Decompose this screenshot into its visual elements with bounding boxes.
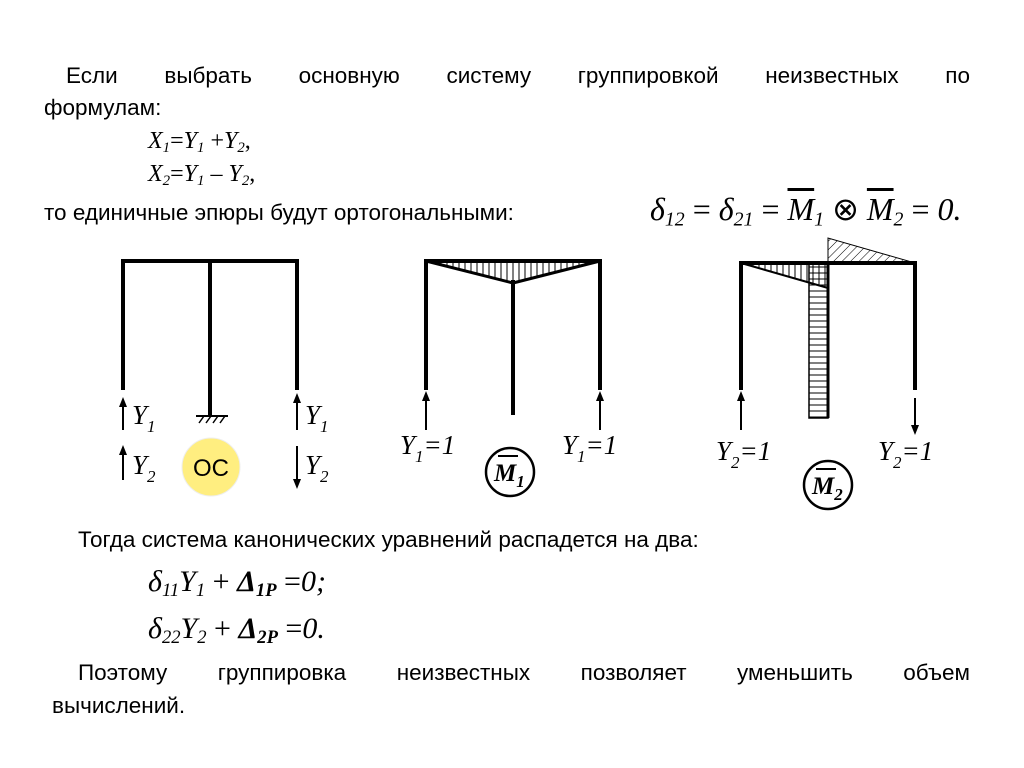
formula-x2: $X_2=Y_1 - Y_2$, [148, 161, 256, 190]
label-y1-right: $Y_1$ [305, 400, 329, 436]
fixed-support-icon [196, 416, 228, 423]
frame-m2 [716, 238, 933, 509]
then-text: Тогда система канонических уравнений распадется на два: [78, 527, 699, 552]
conclusion-line-2: вычислений. [52, 693, 186, 718]
badge-m1-label: $M_1$ [494, 460, 525, 491]
m2-epure-beam-right [828, 238, 915, 263]
label-y2-load-right: $Y_2=1$ [878, 436, 934, 472]
canonical-equation-1: $\delta_{11}Y_1 + \Delta_{1P} =0$; [148, 565, 326, 602]
frame-basic-system [123, 261, 329, 496]
badge-os-label: ОС [193, 455, 229, 482]
conclusion-line-1: Поэтому группировка неизвестных позволяет уменьшить объем [78, 660, 970, 685]
orthogonal-text: то единичные эпюры будут ортогональными: [44, 200, 514, 225]
label-y2-left: $Y_2$ [132, 450, 156, 486]
label-y1-load-right: $Y_1=1$ [562, 430, 618, 466]
intro-line-1: Если выбрать основную систему группировкой неизвестных по [66, 63, 970, 88]
orthogonality-equation: $\delta_{12} = \delta_{21} = \overline{M}_1$ ⊗ $\overline{M}_2 = 0$. [650, 191, 962, 231]
canonical-equation-2: $\delta_{22}Y_2 + \Delta_{2P} =0$. [148, 612, 325, 649]
label-y1-left: $Y_1$ [132, 400, 156, 436]
label-y2-right: $Y_2$ [305, 450, 329, 486]
formula-x1: $X_1=Y_1 +Y_2$, [148, 128, 251, 157]
frame-m1 [400, 261, 617, 496]
intro-line-2: формулам: [44, 95, 162, 120]
label-y1-load-left: $Y_1=1$ [400, 430, 456, 466]
label-y2-load-left: $Y_2=1$ [716, 436, 772, 472]
badge-m2-label: $M_2$ [812, 473, 843, 504]
